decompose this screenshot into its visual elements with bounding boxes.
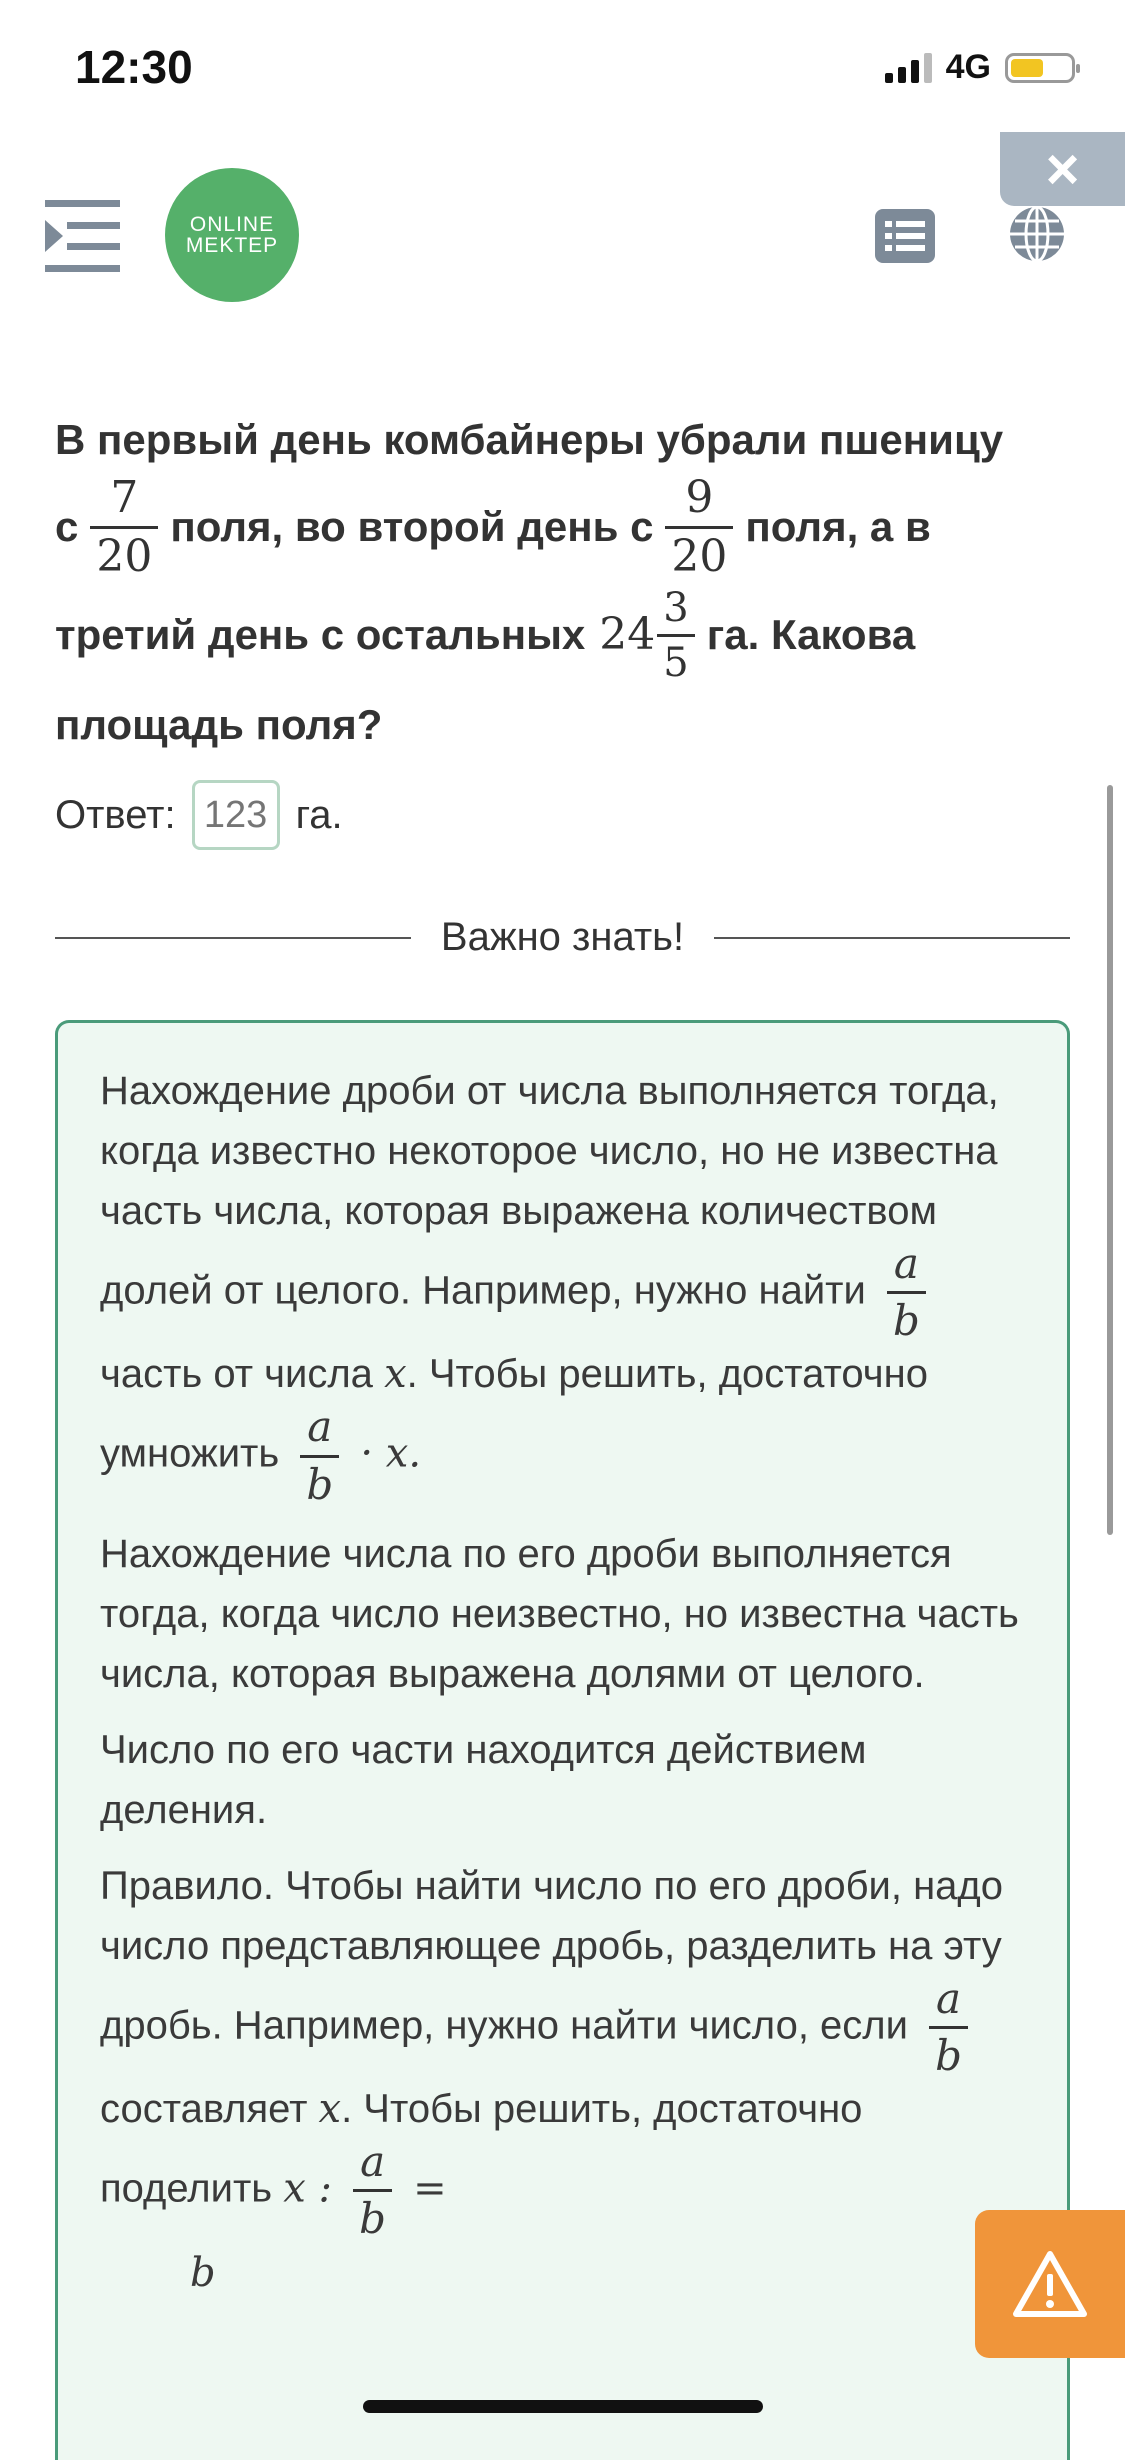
menu-icon[interactable] [45,200,120,272]
math-variable: x [384,1351,407,1398]
info-box [55,1020,1070,2460]
scrollbar[interactable] [1107,785,1113,1535]
question-line4-text: площадь поля? [55,700,383,748]
fraction-numerator: a [936,1973,962,2023]
info-p1-text-c: . Чтобы решить, достаточно умножить [100,1352,928,1476]
answer-unit: га. [295,792,343,837]
fraction-a-b [353,2139,392,2242]
question-line2-a: с [55,503,79,551]
question-line2-c: поля, а в [745,503,931,551]
fraction-denominator: b [353,2189,392,2242]
fraction-a-b [887,1241,926,1344]
logo-line2: MEKTEP [185,234,279,257]
info-p4-text-b: составляет [100,2087,308,2132]
fraction-numerator: a [893,1239,919,1288]
question-line-1 [55,405,1075,475]
network-type: 4G [945,48,991,86]
divider-line-right [714,937,1070,939]
close-icon: × [1045,136,1080,202]
question-line-3 [55,580,1075,690]
logo-line1: ONLINE [189,213,275,236]
question-text [55,405,1075,760]
online-mektep-logo[interactable] [165,168,299,302]
list-icon[interactable] [875,209,935,263]
fraction-a-b [929,1973,968,2080]
battery-icon [1005,53,1075,83]
home-indicator[interactable] [363,2400,763,2413]
math-variable-cut: b [190,2249,216,2296]
fraction-denominator: 20 [665,526,733,581]
fraction-numerator: 3 [663,584,689,631]
fraction-a-b [300,1404,339,1507]
answer-label: Ответ: [55,792,176,837]
question-line2-b: поля, во второй день с [170,503,654,551]
fraction-denominator: 20 [90,526,158,581]
question-line-4 [55,690,1075,760]
answer-row [55,780,343,850]
fraction-7-20 [90,471,158,582]
info-paragraph-3: Число по его части находится действием деления. [100,1727,867,1832]
question-line1-text: В первый день комбайнеры убрали пшеницу [55,415,1004,463]
math-expression: · x. [360,1430,422,1477]
fraction-denominator: 5 [657,634,694,685]
signal-icon [885,53,932,83]
divider-label: Важно знать! [440,915,685,959]
warning-icon [1010,2248,1090,2320]
fraction-9-20 [665,471,733,582]
fraction-numerator: a [360,2137,386,2187]
divider-line-left [55,937,411,939]
math-expression: x : [283,2165,333,2212]
info-paragraph-2: Нахождение числа по его дроби выполняется тогда, когда число неизвестно, но известна часть числа, которая выражена долями от целого. [100,1531,1019,1696]
close-button[interactable] [1000,132,1125,206]
globe-icon[interactable] [1007,204,1067,264]
info-p4-text-a: Правило. Чтобы найти число по его дроби, надо число представляющее дробь, разделить на эту дробь. Например, нужно найти число, если [100,1863,1004,2047]
section-divider [55,915,1070,960]
mixed-number-whole: 24 [599,609,656,661]
math-expression: = [413,2165,447,2212]
fraction-denominator: b [887,1291,926,1344]
math-variable: x [318,2086,342,2133]
answer-input[interactable] [192,780,280,850]
mixed-number-fraction [657,586,694,685]
report-problem-button[interactable] [975,2210,1125,2358]
fraction-denominator: b [929,2026,968,2079]
fraction-numerator: 9 [685,471,714,523]
status-time: 12:30 [75,41,193,93]
question-line3-b: га. Какова [706,610,916,658]
info-p1-text-b: часть от числа [100,1352,373,1397]
fraction-numerator: 7 [110,471,139,523]
question-line3-a: третий день с остальных [55,610,586,658]
info-paragraph-4 [100,1856,1025,2303]
info-paragraph-1 [100,1061,1025,1508]
status-indicators [885,48,1075,87]
fraction-numerator: a [307,1402,333,1452]
question-line-2 [55,471,1075,582]
fraction-denominator: b [300,1455,339,1508]
info-p1-text-a: Нахождение дроби от числа выполняется тогда, когда известно некоторое число, но не известна часть числа, которая выражена количеством долей от целого. Например, нужно найти [100,1069,999,1313]
info-p4-text-c: . Чтобы решить, достаточно поделить [100,2087,863,2211]
